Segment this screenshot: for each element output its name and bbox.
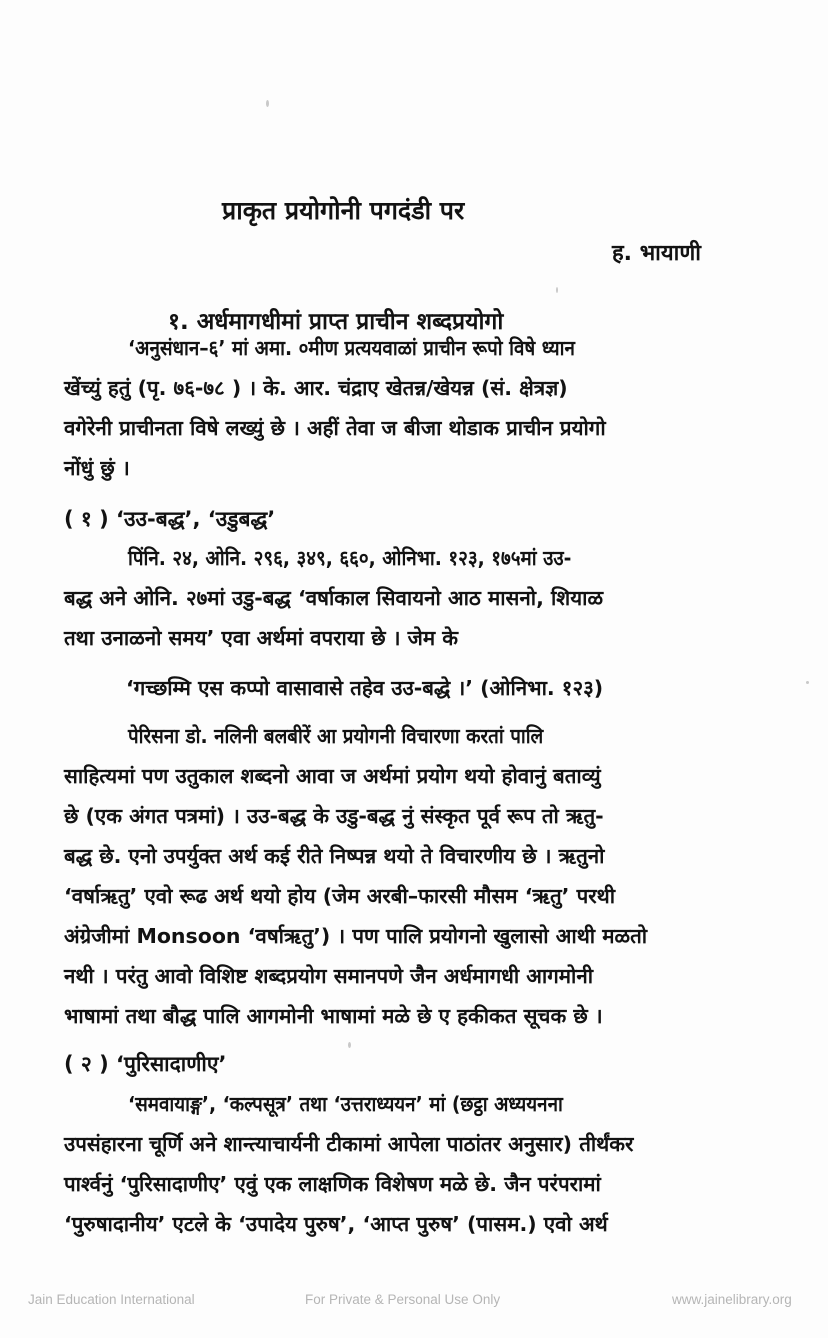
body-line: वगेरेनी प्राचीनता विषे लख्युं छे । अहीं तेवा ज बीजा थोडाक प्राचीन प्रयोगो: [64, 416, 606, 440]
body-line: भाषामां तथा बौद्ध पालि आगमोनी भाषामां मळे छे ए हकीकत सूचक छे ।: [64, 1004, 603, 1028]
author-name: ह. भायाणी: [612, 241, 701, 266]
body-line: ‘अनुसंधान–६’ मां अमा. ०मीण प्रत्ययवाळां प्राचीन रूपो विषे ध्यान: [128, 336, 575, 360]
body-line: अंग्रेजीमां Monsoon ‘वर्षाऋतु’) । पण पालि प्रयोगनो खुलासो आथी मळतो: [64, 924, 648, 948]
body-line: खेंच्युं हतुं (पृ. ७६-७८ ) । के. आर. चंद्राए खेतन्न/खेयन्न (सं. क्षेत्रज्ञ): [64, 376, 568, 400]
body-line: नोंधुं छुं ।: [64, 456, 130, 480]
body-line: पेरिसना डो. नलिनी बलबीरें आ प्रयोगनी विचारणा करतां पालि: [128, 724, 544, 748]
body-line: छे (एक अंगत पत्रमां) । उउ-बद्ध के उडु-बद्ध नुं संस्कृत पूर्व रूप तो ऋतु-: [64, 804, 604, 828]
body-line: बद्ध अने ओनि. २७मां उडु-बद्ध ‘वर्षाकाल सिवायनो आठ मासनो, शियाळ: [64, 586, 604, 610]
body-line: पार्श्वनुं ‘पुरिसादाणीए’ एवुं एक लाक्षणिक विशेषण मळे छे. जैन परंपरामां: [64, 1172, 601, 1196]
body-line: ‘पुरुषादानीय’ एटले के ‘उपादेय पुरुष’, ‘आप्त पुरुष’ (पासम.) एवो अर्थ: [64, 1212, 608, 1236]
section-heading: १. अर्धमागधीमां प्राप्त प्राचीन शब्दप्रयोगो: [168, 309, 504, 336]
body-line: नथी । परंतु आवो विशिष्ट शब्दप्रयोग समानपणे जैन अर्धमागधी आगमोनी: [64, 964, 594, 988]
body-line: ‘वर्षाऋतु’ एवो रूढ अर्थ थयो होय (जेम अरबी–फारसी मौसम ‘ऋतु’ परथी: [64, 884, 616, 908]
body-line: ‘समवायाङ्ग’, ‘कल्पसूत्र’ तथा ‘उत्तराध्ययन’ मां (छट्ठा अध्ययनना: [128, 1092, 563, 1116]
body-line: बद्ध छे. एनो उपर्युक्त अर्थ कई रीते निष्पन्न थयो ते विचारणीय छे । ऋतुनो: [64, 844, 605, 868]
footer-usage-notice: For Private & Personal Use Only: [305, 1292, 501, 1307]
footer-publisher: Jain Education International: [28, 1292, 195, 1307]
item-2-heading: ( २ ) ‘पुरिसादाणीए’: [64, 1052, 227, 1076]
item-1-heading: ( १ ) ‘उउ-बद्ध’, ‘उडुबद्ध’: [64, 507, 276, 531]
body-line: उपसंहारना चूर्णि अने शान्त्याचार्यनी टीकामां आपेला पाठांतर अनुसार) तीर्थंकर: [64, 1132, 634, 1156]
footer-website: www.jainelibrary.org: [672, 1292, 792, 1307]
page-title: प्राकृत प्रयोगोनी पगदंडी पर: [222, 195, 465, 225]
page-footer: [0, 1292, 828, 1316]
body-line: तथा उनाळनो समय’ एवा अर्थमां वपराया छे । जेम के: [64, 626, 458, 650]
prakrit-quote: ‘गच्छम्मि एस कप्पो वासावासे तहेव उउ-बद्धे ।’ (ओनिभा. १२३): [126, 676, 604, 700]
body-line: साहित्यमां पण उतुकाल शब्दनो आवा ज अर्थमां प्रयोग थयो होवानुं बताव्युं: [64, 764, 601, 788]
body-line: पिंनि. २४, ओनि. २९६, ३४९, ६६०, ओनिभा. १२३, १७५मां उउ-: [128, 546, 572, 570]
